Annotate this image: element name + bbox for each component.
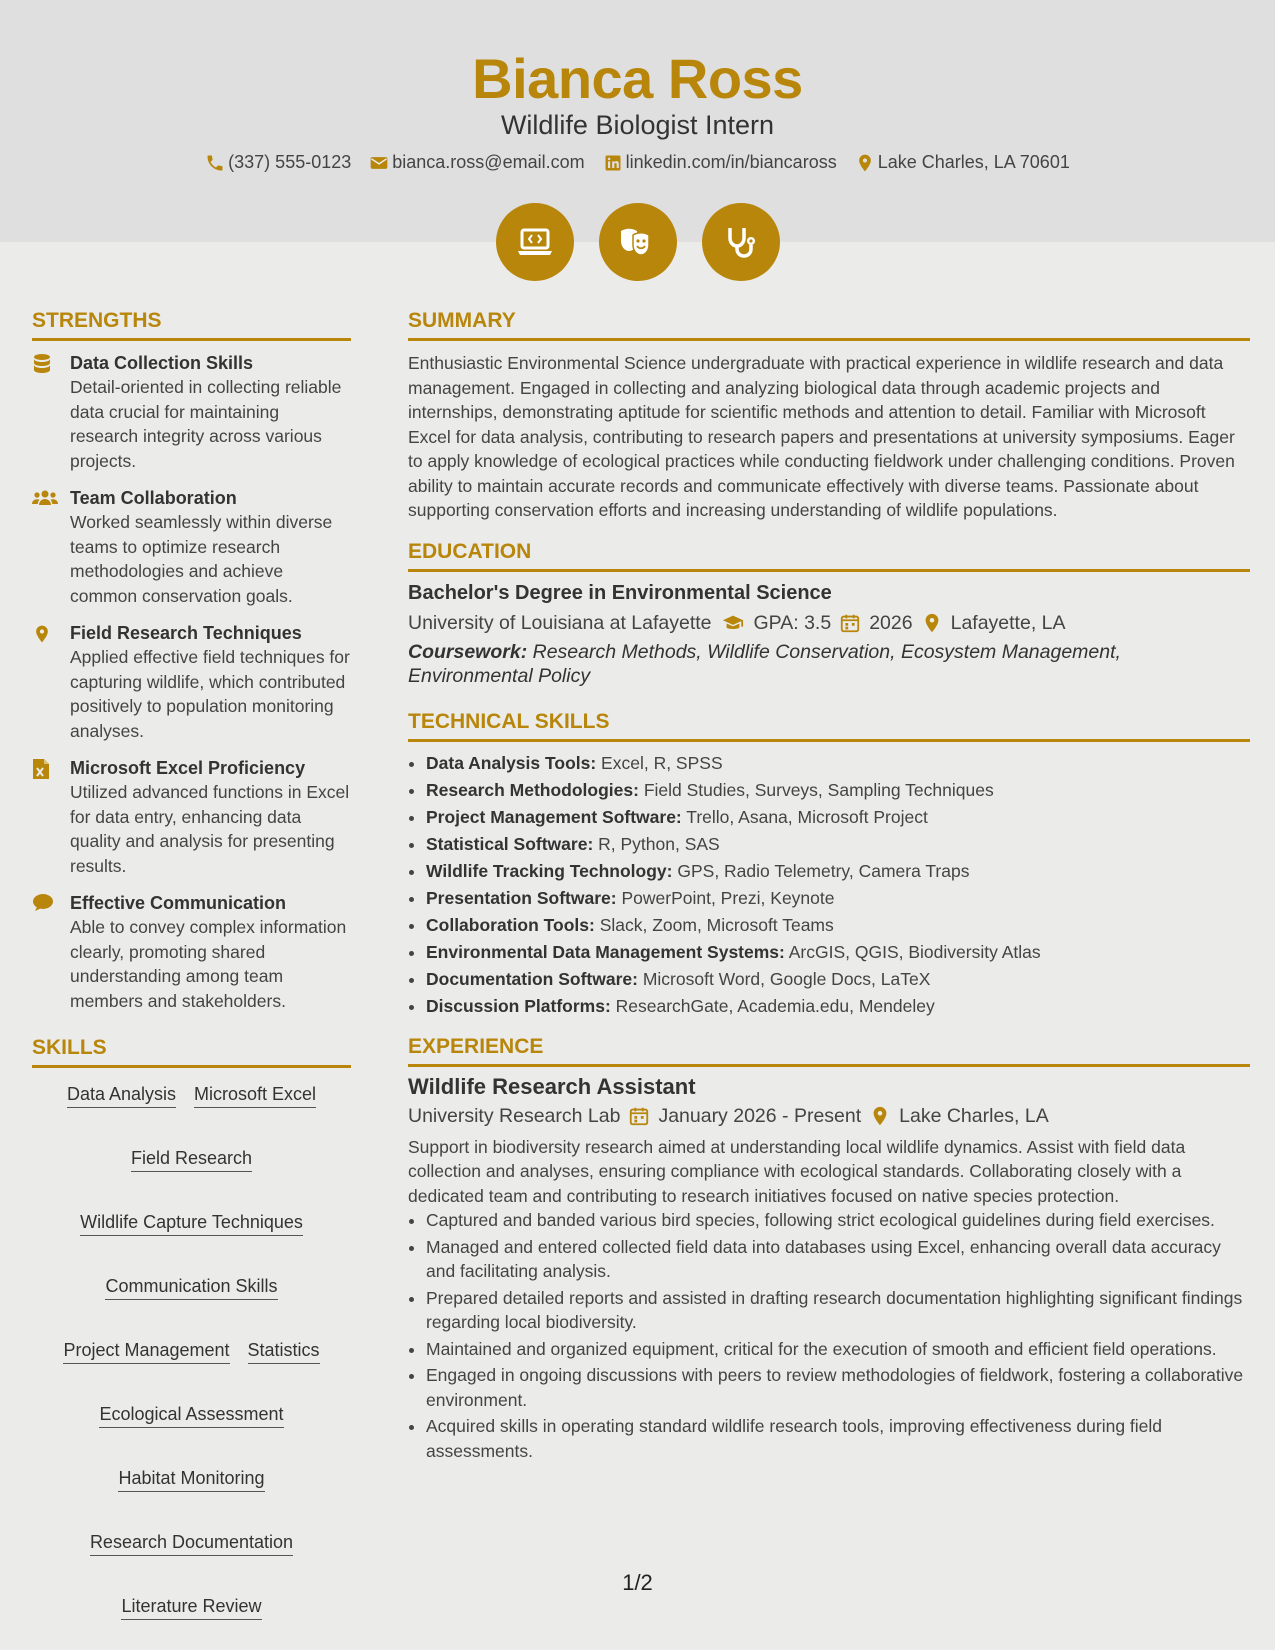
list-item xyxy=(426,966,1250,993)
contact-phone[interactable] xyxy=(205,152,351,173)
list-item xyxy=(426,993,1250,1020)
skill-tag: Microsoft Excel xyxy=(194,1082,316,1108)
tech-label: Documentation Software: xyxy=(426,968,638,989)
list-item: • Managed and entered collected field data into databases using Excel, enhancing overall data accuracy and facilitating analysis. xyxy=(426,1235,1250,1284)
skill-tag: Habitat Monitoring xyxy=(118,1466,264,1492)
database-icon xyxy=(32,353,52,375)
experience-location: Lake Charles, LA xyxy=(899,1104,1049,1127)
interest-badges xyxy=(0,203,1275,281)
left-column xyxy=(32,308,351,1620)
job-title: Wildlife Biologist Intern xyxy=(500,110,775,140)
list-item: • Captured and banded various bird species, following strict ecological guidelines during field exercises. xyxy=(426,1208,1250,1233)
coursework xyxy=(408,640,1250,689)
strength-title: Field Research Techniques xyxy=(70,623,302,643)
tech-value: ArcGIS, QGIS, Biodiversity Atlas xyxy=(784,941,1041,962)
contact-email[interactable] xyxy=(369,152,584,173)
list-item: • Acquired skills in operating standard wildlife research tools, improving effectiveness during field assessments. xyxy=(426,1414,1250,1463)
skills-heading: SKILLS xyxy=(32,1035,351,1068)
linkedin-icon xyxy=(603,153,623,173)
contact-phone-text: (337) 555-0123 xyxy=(228,152,352,172)
tech-value: Microsoft Word, Google Docs, LaTeX xyxy=(637,968,931,989)
coursework-label: Coursework: xyxy=(408,640,528,663)
map-pin-icon xyxy=(855,153,875,173)
strength-desc: Utilized advanced functions in Excel for data entry, enhancing data quality and analysis for presenting results. xyxy=(70,782,350,876)
skills-list xyxy=(32,1082,351,1620)
strength-item xyxy=(32,486,351,608)
strength-item xyxy=(32,891,351,1013)
interest-badge xyxy=(496,203,574,281)
strength-title: Team Collaboration xyxy=(70,488,237,508)
tech-label: Presentation Software: xyxy=(426,887,617,908)
phone-icon xyxy=(205,153,225,173)
experience-meta xyxy=(408,1103,1250,1129)
contact-location xyxy=(855,152,1070,173)
skill-tag: Wildlife Capture Techniques xyxy=(80,1210,303,1236)
tech-label: Project Management Software: xyxy=(426,806,682,827)
speech-bubble-icon xyxy=(32,893,54,913)
skill-tag: Literature Review xyxy=(121,1594,261,1620)
list-item xyxy=(426,912,1250,939)
tech-value: Excel, R, SPSS xyxy=(596,752,723,773)
tech-label: Discussion Platforms: xyxy=(426,995,611,1016)
list-item xyxy=(426,777,1250,804)
list-item xyxy=(426,858,1250,885)
degree-title: Bachelor's Degree in Environmental Science xyxy=(408,581,832,604)
list-item xyxy=(426,939,1250,966)
right-column xyxy=(408,308,1250,1465)
list-item: • Engaged in ongoing discussions with peers to review methodologies of fieldwork, fostering a collaborative environment. xyxy=(426,1363,1250,1412)
strength-item xyxy=(32,756,351,878)
strength-desc: Worked seamlessly within diverse teams to optimize research methodologies and achieve common conservation goals. xyxy=(70,512,333,606)
theater-masks-icon xyxy=(617,221,659,263)
page-number: 1/2 xyxy=(622,1570,653,1595)
tech-value: Field Studies, Surveys, Sampling Techniques xyxy=(638,779,994,800)
experience-dates: January 2026 - Present xyxy=(658,1104,862,1127)
gpa: GPA: 3.5 xyxy=(753,611,832,634)
calendar-icon xyxy=(839,612,861,634)
tech-label: Statistical Software: xyxy=(426,833,594,854)
summary-text: Enthusiastic Environmental Science undergraduate with practical experience in wildlife research and data management. Engaged in collecting and analyzing biological data through academic projects and internships, demonstrating aptitude for scientific methods and attention to detail. Familiar with Microsoft Excel for data analysis, contributing to research papers and presentations at university symposiums. Eager to apply knowledge of ecological practices while conducting fieldwork under challenging conditions. Proven ability to maintain accurate records and communicate effectively with diverse teams. Passionate about supporting conservation efforts and increasing understanding of wildlife populations. xyxy=(408,353,1235,520)
skill-tag: Ecological Assessment xyxy=(99,1402,283,1428)
tech-value: R, Python, SAS xyxy=(593,833,720,854)
contact-email-text: bianca.ross@email.com xyxy=(392,152,585,172)
tech-label: Research Methodologies: xyxy=(426,779,639,800)
technical-skills-list xyxy=(408,750,1250,1020)
strength-desc: Applied effective field techniques for capturing wildlife, which contributed positively to population monitoring analyses. xyxy=(70,647,350,741)
strengths-heading: STRENGTHS xyxy=(32,308,351,341)
strength-item xyxy=(32,621,351,743)
tech-label: Data Analysis Tools: xyxy=(426,752,597,773)
envelope-icon xyxy=(369,153,389,173)
strength-title: Effective Communication xyxy=(70,893,287,913)
experience-title: Wildlife Research Assistant xyxy=(408,1073,696,1099)
tech-value: Trello, Asana, Microsoft Project xyxy=(681,806,928,827)
stethoscope-icon xyxy=(721,222,761,262)
contact-linkedin-text: linkedin.com/in/biancaross xyxy=(625,152,837,172)
strength-title: Data Collection Skills xyxy=(70,353,254,373)
tech-value: PowerPoint, Prezi, Keynote xyxy=(616,887,835,908)
coursework-list: Research Methods, Wildlife Conservation, Ecosystem Management, Environmental Policy xyxy=(408,640,1121,687)
tech-label: Collaboration Tools: xyxy=(426,914,595,935)
contact-location-text: Lake Charles, LA 70601 xyxy=(877,152,1070,172)
list-item: • Prepared detailed reports and assisted in drafting research documentation highlighting significant findings regarding local biodiversity. xyxy=(426,1286,1250,1335)
school-name: University of Louisiana at Lafayette xyxy=(408,611,712,634)
list-item xyxy=(426,750,1250,777)
contact-linkedin[interactable] xyxy=(603,152,837,173)
map-pin-icon xyxy=(921,612,943,634)
strength-title: Microsoft Excel Proficiency xyxy=(70,758,306,778)
strength-desc: Able to convey complex information clearly, promoting shared understanding among team members and stakeholders. xyxy=(70,917,347,1011)
skill-tag: Communication Skills xyxy=(105,1274,277,1300)
experience-bullets xyxy=(408,1208,1250,1463)
skill-tag: Statistics xyxy=(248,1338,320,1364)
list-item xyxy=(426,804,1250,831)
interest-badge xyxy=(599,203,677,281)
grad-year: 2026 xyxy=(869,611,913,634)
candidate-name: Bianca Ross xyxy=(472,47,803,110)
education-meta xyxy=(408,610,1250,636)
tech-value: ResearchGate, Academia.edu, Mendeley xyxy=(610,995,935,1016)
summary-heading: SUMMARY xyxy=(408,308,1250,341)
interest-badge xyxy=(702,203,780,281)
tech-label: Environmental Data Management Systems: xyxy=(426,941,785,962)
map-pin-icon xyxy=(869,1105,891,1127)
skill-tag: Data Analysis xyxy=(67,1082,176,1108)
education-heading: EDUCATION xyxy=(408,539,1250,572)
technical-skills-heading: TECHNICAL SKILLS xyxy=(408,709,1250,742)
graduation-cap-icon xyxy=(720,612,746,634)
list-item xyxy=(426,831,1250,858)
skill-tag: Project Management xyxy=(63,1338,229,1364)
experience-org: University Research Lab xyxy=(408,1104,621,1127)
experience-desc: Support in biodiversity research aimed at understanding local wildlife dynamics. Assist with field data collection and analyses, ensuring compliance with ecological standards. Collaborating closely with a dedicated team and contributing to research initiatives focused on native species protection. xyxy=(408,1136,1186,1206)
list-item xyxy=(426,885,1250,912)
experience-heading: EXPERIENCE xyxy=(408,1034,1250,1067)
skill-tag: Research Documentation xyxy=(90,1530,293,1556)
strength-desc: Detail-oriented in collecting reliable data crucial for maintaining research integrity across various projects. xyxy=(70,377,342,471)
tech-value: GPS, Radio Telemetry, Camera Traps xyxy=(672,860,970,881)
school-location: Lafayette, LA xyxy=(950,611,1066,634)
users-icon xyxy=(32,488,58,508)
calendar-icon xyxy=(628,1105,650,1127)
map-pin-icon xyxy=(32,623,52,645)
strength-item xyxy=(32,351,351,473)
contact-bar xyxy=(0,152,1275,173)
laptop-code-icon xyxy=(515,222,555,262)
skill-tag: Field Research xyxy=(131,1146,252,1172)
excel-file-icon xyxy=(32,758,50,780)
list-item: • Maintained and organized equipment, critical for the execution of smooth and efficient field operations. xyxy=(426,1337,1250,1362)
tech-label: Wildlife Tracking Technology: xyxy=(426,860,673,881)
tech-value: Slack, Zoom, Microsoft Teams xyxy=(594,914,834,935)
